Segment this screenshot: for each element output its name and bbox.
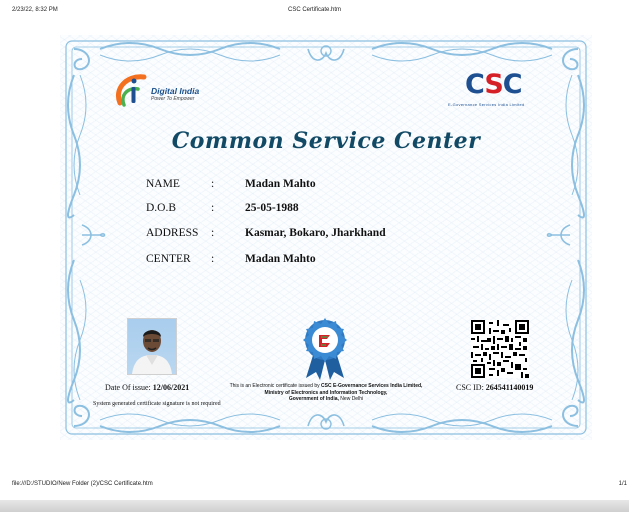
- csc-id-label: CSC ID:: [456, 383, 484, 392]
- viewer-bottom-bar: [0, 500, 629, 512]
- issue-date-value: 12/06/2021: [152, 383, 190, 392]
- field-value-name: Madan Mahto: [245, 178, 316, 190]
- field-colon: :: [211, 202, 215, 214]
- print-title: CSC Certificate.htm: [287, 7, 341, 13]
- signature-note: System generated certificate signature is not required: [93, 401, 221, 407]
- digital-india-logo-text: Digital India: [151, 86, 200, 96]
- print-datetime: 2/23/22, 8:32 PM: [12, 7, 58, 13]
- field-value-address: Kasmar, Bokaro, Jharkhand: [245, 227, 386, 239]
- electronic-certificate-notice: [210, 383, 442, 403]
- csc-logo-text: CSC: [465, 69, 522, 100]
- notice-company: CSC E-Governance Services India Limited,: [321, 383, 423, 389]
- holder-photo: [127, 318, 177, 375]
- print-page-number: 1/1: [618, 481, 627, 487]
- notice-govt: Government of India,: [288, 396, 339, 402]
- print-footer: [0, 478, 629, 492]
- field-label-name: NAME: [146, 178, 180, 190]
- field-label-center: CENTER: [146, 253, 191, 265]
- csc-id-row: [456, 383, 533, 392]
- issue-date-row: [105, 383, 189, 392]
- qr-code-icon: [471, 320, 529, 378]
- field-value-center: Madan Mahto: [245, 253, 316, 265]
- issue-date-label: Date Of issue:: [105, 383, 151, 392]
- field-colon: :: [211, 178, 215, 190]
- certificate-title: Common Service Center: [171, 128, 481, 154]
- field-value-dob: 25-05-1988: [245, 202, 299, 214]
- field-label-dob: D.O.B: [146, 202, 177, 214]
- print-file-path: file:///D:/STUDIO/New Folder (2)/CSC Certificate.htm: [12, 481, 153, 487]
- digital-india-tagline: Power To Empower: [151, 96, 195, 102]
- notice-prefix: This is an Electronic certificate issued by: [229, 383, 320, 389]
- field-label-address: ADDRESS: [146, 227, 199, 239]
- csc-id-value: 264541140019: [485, 383, 534, 392]
- notice-ministry: Ministry of Electronics and Information Technology,: [264, 389, 388, 396]
- person-icon: [128, 319, 176, 374]
- notice-city: New Delhi: [340, 396, 364, 402]
- certificate: [60, 35, 592, 440]
- field-colon: :: [211, 253, 215, 265]
- csc-logo: [465, 71, 522, 99]
- print-header: [0, 0, 629, 20]
- field-colon: :: [211, 227, 215, 239]
- csc-tagline: E-Governance Services India Limited: [448, 102, 525, 107]
- award-ribbon-icon: [300, 316, 350, 382]
